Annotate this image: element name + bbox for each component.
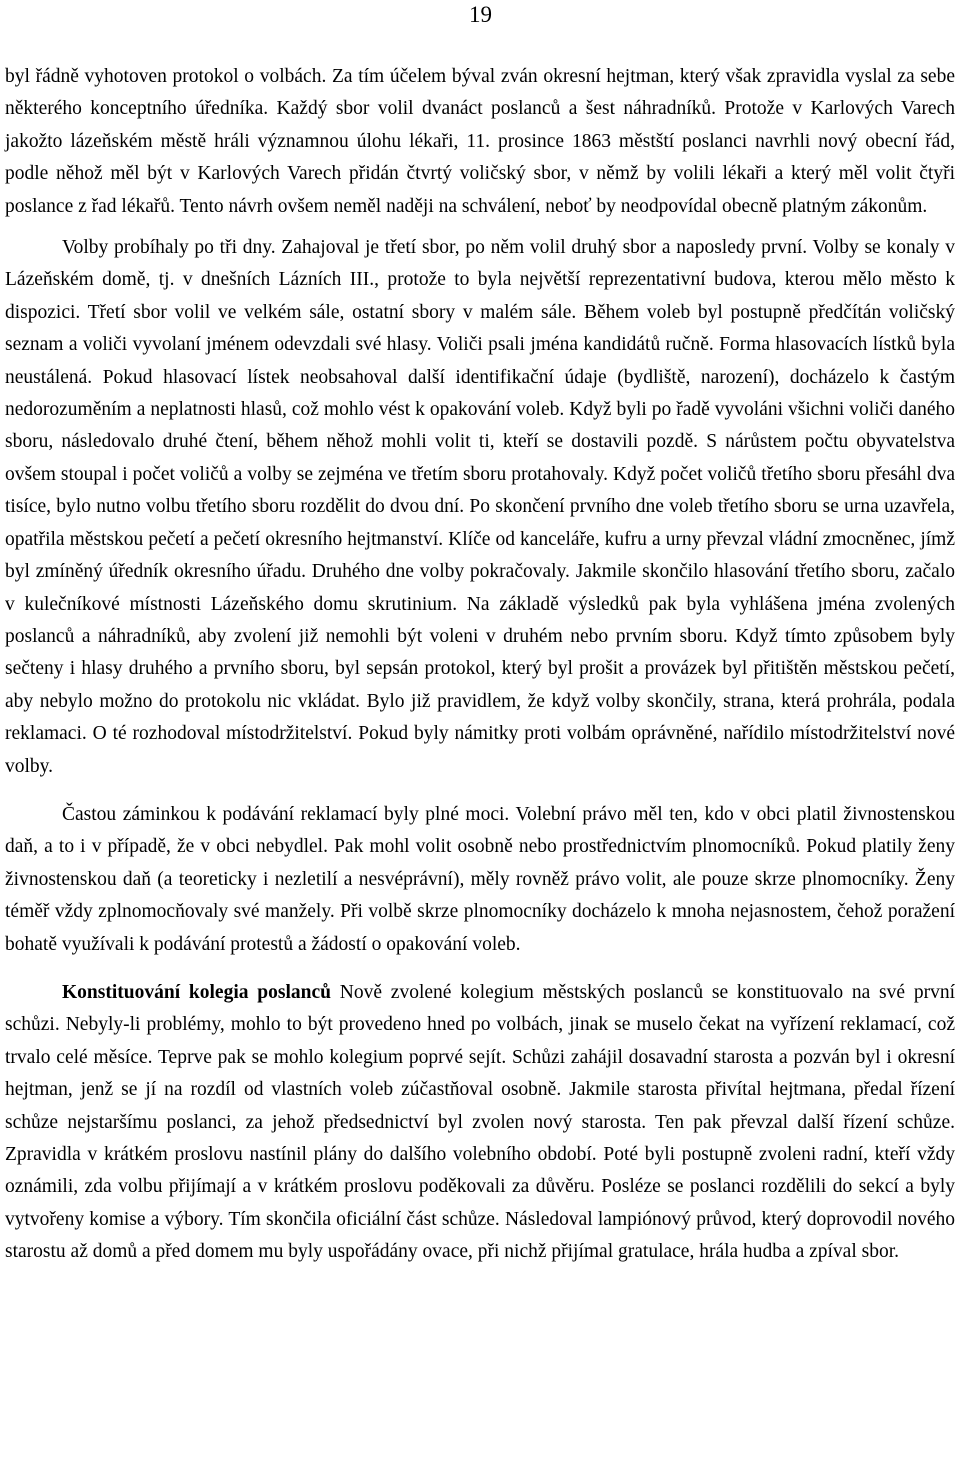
paragraph-constitution-text: Nově zvolené kolegium městských poslanců se konstituovalo na své první schůzi. Nebyly-li problémy, mohlo to být provedeno hned po volbách, jinak se muselo čekat na vyřízení reklamací, což trvalo celé měsíce. Teprve pak se mohlo kolegium poprvé sejít. Schůzi zahájil dosavadní starosta a pozván byl i okresní hejtman, jenž se jí na rozdíl od vlastních voleb zúčastňoval osobně. Jakmile starosta přivítal hejtmana, předal řízení schůze nejstaršímu poslanci, za jehož předsednictví byl zvolen nový starosta. Ten pak převzal další řízení schůze. Zpravidla v krátkém proslovu nastínil plány do dalšího volebního období. Poté byli postupně zvoleni radní, kteří vždy oznámili, zda volbu přijímají a v krátkém proslovu poděkovali za důvěru. Posléze se poslanci rozdělili do sekcí a byly vytvořeny komise a výbory. Tím skončila oficiální část schůze. Následoval lampiónový průvod, který doprovodil nového starostu až domů a před domem mu byly uspořádány ovace, při nichž přijímal gratulace, hrála hudba a zpíval sbor. (5, 981, 955, 1263)
paragraph-constitution-of-council (5, 977, 955, 1269)
page-number: 19 (469, 2, 492, 27)
paragraph-election-process: Volby probíhaly po tři dny. Zahajoval je třetí sbor, po něm volil druhý sbor a naposledy první. Volby se konaly v Lázeňském domě, tj. v dnešních Lázních III., protože to byla největší reprezentativní budova, kterou mělo město k dispozici. Třetí sbor volil ve velkém sále, ostatní sbory v malém sále. Během voleb byl postupně předčítán voličský seznam a voliči vyvolaní jménem odevzdali své hlasy. Voliči psali jména kandidátů ručně. Forma hlasovacích lístků byla neustálená. Pokud hlasovací lístek neobsahoval další identifikační údaje (bydliště, narození), docházelo k častým nedorozuměním a neplatnosti hlasů, což mohlo vést k opakování voleb. Když byli po řadě vyvoláni všichni voliči daného sboru, následovalo druhé čtení, během něhož mohli volit ti, kteří se dostavili pozdě. S nárůstem počtu obyvatelstva ovšem stoupal i počet voličů a volby se zejména ve třetím sboru protahovaly. Když počet voličů třetího sboru přesáhl dva tisíce, bylo nutno volbu třetího sboru rozdělit do dvou dní. Po skončení prvního dne voleb třetího sboru se urna uzavřela, opatřila městskou pečetí a pečetí okresního hejtmanství. Klíče od kanceláře, kufru a urny převzal vládní zmocněnec, jímž byl zmíněný úředník okresního úřadu. Druhého dne volby pokračovaly. Jakmile skončilo hlasování třetího sboru, začalo v kulečníkové místnosti Lázeňského domu skrutinium. Na základě výsledků pak byla vyhlášena jména zvolených poslanců a náhradníků, aby zvolení již nemohli být voleni v druhém nebo prvním sboru. Když tímto způsobem byly sečteny i hlasy druhého a prvního sboru, byl sepsán protokol, který byl prošit a provázek byl přitištěn městskou pečetí, aby nebylo možno do protokolu nic vkládat. Bylo již pravidlem, že když volby skončily, strana, která prohrála, podala reklamaci. O té rozhodoval místodržitelství. Pokud byly námitky proti volbám oprávněné, nařídilo místodržitelství nové volby. (5, 237, 955, 777)
paragraph-power-of-attorney: Častou záminkou k podávání reklamací byly plné moci. Volební právo měl ten, kdo v obci platil živnostenskou daň, a to i v případě, že v obci nebydlel. Pak mohl volit osobně nebo prostřednictvím plnomocníků. Pokud platily ženy živnostenskou daň (a teoreticky i nezletilí a nesvéprávní), měly rovněž právo volit, ale pouze skrze plnomocníky. Ženy téměř vždy zplnomocňovaly své manžely. Při volbě skrze plnomocníky docházelo k mnoha nejasnostem, čehož poražení bohatě využívali k podávání protestů a žádostí o opakování voleb. (5, 803, 955, 955)
paragraph-voting-protocol: byl řádně vyhotoven protokol o volbách. Za tím účelem býval zván okresní hejtman, který však zpravidla vyslal za sebe některého konceptního úředníka. Každý sbor volil dvanáct poslanců a šest náhradníků. Protože v Karlových Varech jakožto lázeňském městě hráli významnou úlohu lékaři, 11. prosince 1863 městští poslanci navrhli nový obecní řád, podle něhož měl být v Karlových Varech přidán čtvrtý voličský sbor, v němž by volili lékaři a který měl volit čtyři poslance z řad lékařů. Tento návrh ovšem neměl naději na schválení, neboť by neodpovídal obecně platným zákonům. (5, 66, 955, 217)
section-heading: Konstituování kolegia poslanců (62, 981, 331, 1003)
document-body (5, 61, 955, 1269)
